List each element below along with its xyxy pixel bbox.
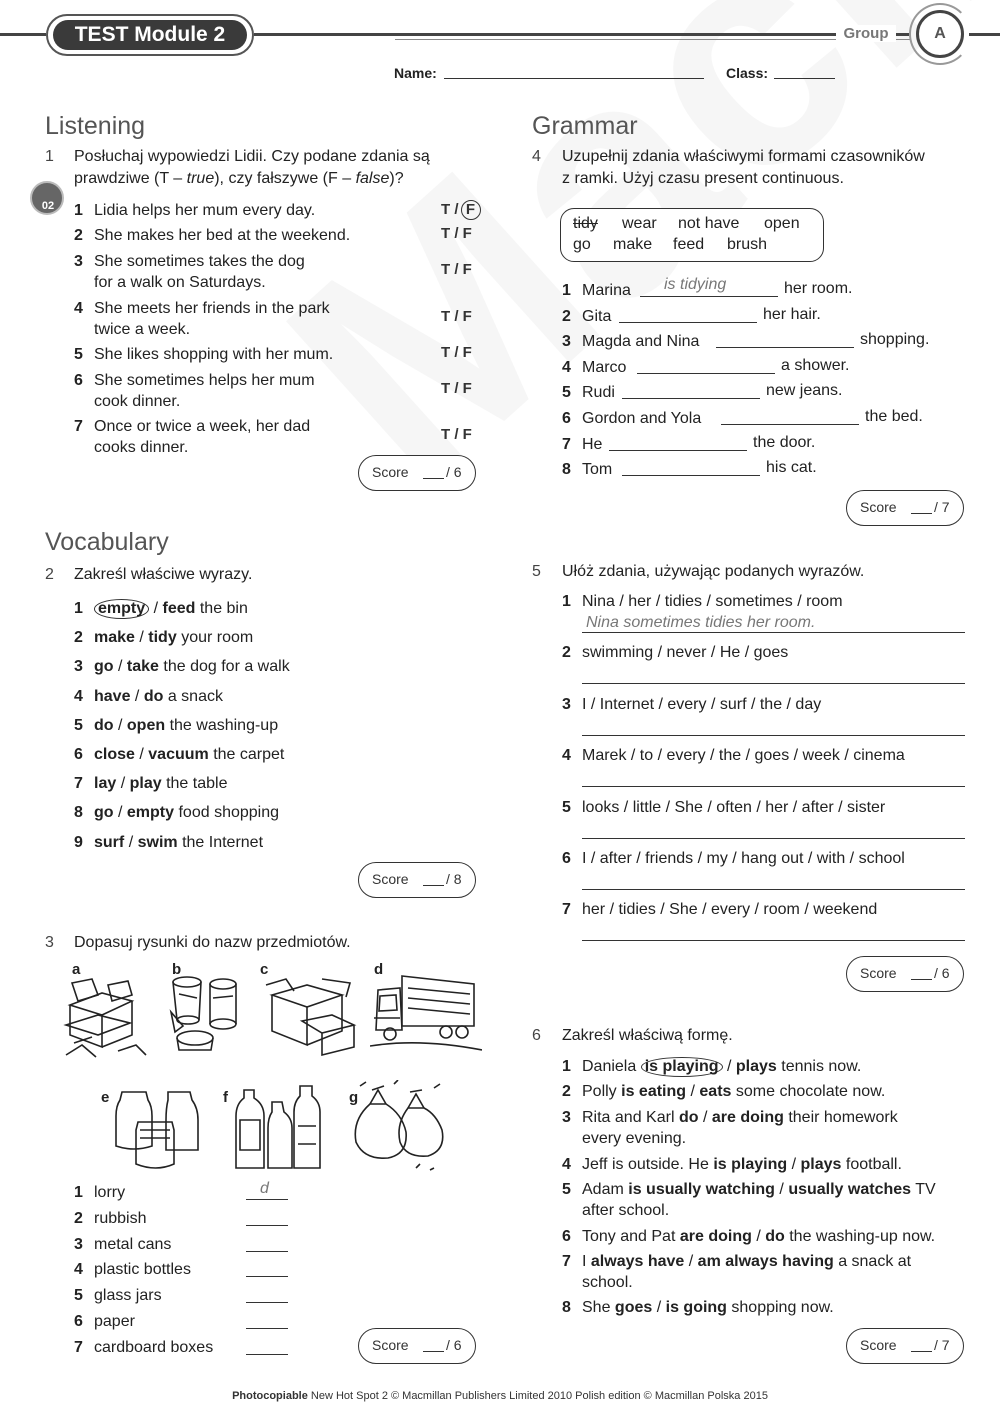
picture-label-g: g xyxy=(349,1089,359,1106)
score-task1: Score / 6 xyxy=(358,455,476,491)
vocab-choice-item: 1 empty / feed the bin xyxy=(74,600,248,617)
form-option-a[interactable]: is playing xyxy=(641,1057,723,1077)
word-order-answer-field[interactable] xyxy=(582,632,965,633)
form-choice-item: 1 Daniela is playing / plays tennis now. xyxy=(562,1058,862,1075)
vocab-choice-item: 3 go / take the dog for a walk xyxy=(74,658,290,676)
footer-copyright: Photocopiable New Hot Spot 2 © Macmillan Publishers Limited 2010 Polish edition © Macmillan Polska 2015 xyxy=(232,1390,768,1402)
form-choice-item: 4 Jeff is outside. He is playing / plays football. xyxy=(562,1156,902,1173)
header-rule-thin xyxy=(395,39,910,40)
match-answer-field[interactable] xyxy=(246,1302,288,1303)
form-choice-item: 3 Rita and Karl do / are doing their homework every evening. xyxy=(562,1109,898,1147)
match-answer-field[interactable] xyxy=(246,1354,288,1355)
match-answer-field[interactable] xyxy=(246,1328,288,1329)
test-title-badge xyxy=(46,14,254,56)
gap-fill-field[interactable] xyxy=(640,296,778,297)
choice-option-a[interactable]: close xyxy=(94,746,135,763)
match-item: 4 plastic bottles xyxy=(74,1261,191,1279)
choice-option-a[interactable]: empty xyxy=(94,599,149,619)
gap-fill-item: 1 Marina xyxy=(562,282,631,299)
gap-fill-field[interactable] xyxy=(619,322,757,323)
form-choice-item: 7 I always have / am always having a snack at school. xyxy=(562,1253,912,1291)
task3-instruction: Dopasuj rysunki do nazw przedmiotów. xyxy=(74,934,351,951)
listening-item: 1 Lidia helps her mum every day. xyxy=(74,202,316,219)
listening-item: 7 Once or twice a week, her dad cooks dinner. xyxy=(74,418,311,456)
header-rule-end xyxy=(969,33,1000,36)
word-order-answer-field[interactable] xyxy=(582,940,965,941)
match-item: 5 glass jars xyxy=(74,1287,162,1305)
match-item: 7 cardboard boxes xyxy=(74,1338,214,1356)
picture-label-a: a xyxy=(72,961,81,978)
listening-item: 2 She makes her bed at the weekend. xyxy=(74,227,351,244)
test-title: TEST Module 2 xyxy=(53,20,247,50)
score-task2: Score / 8 xyxy=(358,862,476,898)
gap-fill-field[interactable] xyxy=(622,475,760,476)
form-option-b[interactable]: do xyxy=(765,1228,785,1245)
word-order-item: 2 swimming / never / He / goes xyxy=(562,644,789,662)
score-input[interactable] xyxy=(423,1351,444,1352)
form-option-b[interactable]: eats xyxy=(699,1083,732,1100)
word-order-answer-field[interactable] xyxy=(582,735,965,736)
score-input[interactable] xyxy=(423,478,444,479)
picture-label-f: f xyxy=(223,1089,228,1106)
word-box-item: open xyxy=(764,215,800,232)
gap-fill-field[interactable] xyxy=(721,424,859,425)
gap-fill-field[interactable] xyxy=(622,398,760,399)
picture-label-d: d xyxy=(374,961,384,978)
header-rule-right xyxy=(254,33,909,36)
vocab-choice-item: 8 go / empty food shopping xyxy=(74,804,280,822)
name-label: Name: xyxy=(394,65,437,81)
form-option-b[interactable]: are doing xyxy=(711,1109,784,1126)
choice-option-a[interactable]: lay xyxy=(94,775,117,793)
form-option-a[interactable]: is usually watching xyxy=(628,1181,775,1198)
choice-option-b[interactable]: do xyxy=(143,687,164,705)
word-order-answer-field[interactable] xyxy=(582,838,965,839)
score-input[interactable] xyxy=(911,513,932,514)
match-answer-field[interactable] xyxy=(246,1276,288,1277)
picture-label-b: b xyxy=(172,961,182,978)
form-choice-item: 6 Tony and Pat are doing / do the washing-up now. xyxy=(562,1228,936,1245)
match-item: 3 metal cans xyxy=(74,1235,172,1253)
gap-fill-item: 7 He xyxy=(562,435,603,453)
paper-boxes-picture xyxy=(262,975,362,1060)
tf-answer-5[interactable]: T / F xyxy=(441,344,472,361)
grammar-title: Grammar xyxy=(532,112,638,140)
word-order-item: 6 I / after / friends / my / hang out / with / school xyxy=(562,850,905,867)
choice-option-a[interactable]: do xyxy=(94,716,114,734)
tf-answer-1[interactable]: T / F xyxy=(441,200,481,220)
tf-answer-3[interactable]: T / F xyxy=(441,261,472,278)
match-item: 2 rubbish xyxy=(74,1209,147,1227)
score-task3: Score / 6 xyxy=(358,1328,476,1364)
listening-item: 5 She likes shopping with her mum. xyxy=(74,346,334,363)
choice-option-b[interactable]: swim xyxy=(137,833,178,851)
score-input[interactable] xyxy=(911,979,932,980)
word-order-answer: Nina sometimes tidies her room. xyxy=(586,614,816,631)
glass-jars-picture xyxy=(112,1086,202,1174)
score-input[interactable] xyxy=(423,885,444,886)
choice-option-a[interactable]: surf xyxy=(94,833,125,851)
form-option-a[interactable]: goes xyxy=(614,1299,653,1316)
match-item: 1 lorry xyxy=(74,1184,126,1201)
vocab-choice-item: 2 make / tidy your room xyxy=(74,629,254,647)
form-option-a[interactable]: is eating xyxy=(621,1083,687,1100)
name-field[interactable] xyxy=(444,78,704,79)
word-order-item: 4 Marek / to / every / the / goes / week / cinema xyxy=(562,747,905,765)
word-order-item: 7 her / tidies / She / every / room / weekend xyxy=(562,901,878,919)
listening-item: 4 She meets her friends in the park twice a week. xyxy=(74,300,330,338)
task2-number: 2 xyxy=(45,566,54,583)
form-choice-item: 5 Adam is usually watching / usually watches TV after school. xyxy=(562,1181,936,1219)
form-choice-item: 2 Polly is eating / eats some chocolate now. xyxy=(562,1083,886,1100)
task5-instruction: Ułóż zdania, używając podanych wyrazów. xyxy=(562,563,865,580)
plastic-bottles-picture xyxy=(232,1080,324,1175)
task4-number: 4 xyxy=(532,148,541,165)
word-order-item: 1 Nina / her / tidies / sometimes / room xyxy=(562,593,843,610)
gap-fill-field[interactable] xyxy=(637,373,775,374)
form-choice-item: 8 She goes / is going shopping now. xyxy=(562,1299,834,1316)
gap-fill-item: 8 Tom xyxy=(562,461,613,479)
choice-option-b[interactable]: tidy xyxy=(148,629,177,647)
word-box-item: feed xyxy=(673,236,705,253)
task6-number: 6 xyxy=(532,1027,541,1044)
task3-number: 3 xyxy=(45,934,54,951)
word-box-item: go xyxy=(573,236,591,253)
word-order-item: 5 looks / little / She / often / her / after / sister xyxy=(562,798,886,816)
form-option-a[interactable]: is playing xyxy=(713,1156,788,1173)
match-item: 6 paper xyxy=(74,1313,135,1330)
score-input[interactable] xyxy=(911,1351,932,1352)
word-box-item: not have xyxy=(678,215,740,232)
score-task6: Score / 7 xyxy=(846,1328,964,1364)
gap-fill-field[interactable] xyxy=(609,450,747,451)
vocab-choice-item: 5 do / open the washing-up xyxy=(74,716,279,734)
form-option-b[interactable]: is going xyxy=(665,1299,727,1316)
form-option-b[interactable]: usually watches xyxy=(788,1181,912,1198)
word-order-answer-field[interactable] xyxy=(582,889,965,890)
word-box-item: tidy xyxy=(573,215,598,232)
task6-instruction: Zakreśl właściwą formę. xyxy=(562,1027,733,1044)
group-label: Group xyxy=(836,25,896,42)
header-rule-left xyxy=(0,33,46,36)
choice-option-b[interactable]: open xyxy=(126,716,166,734)
gap-fill-item: 2 Gita xyxy=(562,307,612,325)
word-box-item: make xyxy=(613,236,653,253)
form-option-a[interactable]: are doing xyxy=(679,1228,752,1245)
choice-option-b[interactable]: play xyxy=(129,775,162,793)
gap-fill-item: 3 Magda and Nina xyxy=(562,333,700,351)
listening-title: Listening xyxy=(45,112,146,140)
word-order-item: 3 I / Internet / every / surf / the / day xyxy=(562,695,822,713)
match-answer-field[interactable] xyxy=(246,1199,288,1200)
match-answer-field[interactable] xyxy=(246,1251,288,1252)
gap-fill-item: 4 Marco xyxy=(562,358,627,376)
score-task5: Score / 6 xyxy=(846,956,964,992)
choice-option-b[interactable]: empty xyxy=(126,804,175,822)
choice-option-b[interactable]: take xyxy=(126,658,159,676)
listening-item: 3 She sometimes takes the dog for a walk on Saturdays. xyxy=(74,253,305,291)
word-order-answer-field[interactable] xyxy=(582,786,965,787)
rubbish-bags-picture xyxy=(350,1080,450,1172)
choice-option-a[interactable]: go xyxy=(94,804,114,822)
tf-answer-7[interactable]: T / F xyxy=(441,426,472,443)
listening-item: 6 She sometimes helps her mum cook dinner. xyxy=(74,372,315,410)
task4-instruction: Uzupełnij zdania właściwymi formami czasowników z ramki. Użyj czasu present continuous. xyxy=(562,148,925,187)
task1-number: 1 xyxy=(45,148,54,165)
word-box xyxy=(560,208,824,262)
vocab-choice-item: 6 close / vacuum the carpet xyxy=(74,746,285,763)
match-answer-field[interactable] xyxy=(246,1225,288,1226)
group-value: A xyxy=(916,10,964,58)
choice-option-a[interactable]: go xyxy=(94,658,114,676)
choice-option-b[interactable]: feed xyxy=(162,600,196,617)
form-option-a[interactable]: do xyxy=(678,1109,699,1126)
lorry-picture xyxy=(370,968,482,1058)
task2-instruction: Zakreśl właściwe wyrazy. xyxy=(74,566,253,583)
tf-answer-4[interactable]: T / F xyxy=(441,308,472,325)
task1-instruction: Posłuchaj wypowiedzi Lidii. Czy podane zdania są prawdziwe (T – true), czy fałszywe (F – false)? xyxy=(74,148,430,187)
cardboard-boxes-picture xyxy=(62,975,152,1060)
choice-option-a[interactable]: make xyxy=(94,629,135,647)
form-option-a[interactable]: always have xyxy=(590,1253,685,1270)
choice-option-b[interactable]: vacuum xyxy=(148,746,209,763)
score-task4: Score / 7 xyxy=(846,490,964,526)
metal-cans-picture xyxy=(165,972,245,1057)
picture-label-c: c xyxy=(260,961,269,978)
gap-fill-field[interactable] xyxy=(716,347,854,348)
tf-answer-6[interactable]: T / F xyxy=(441,380,472,397)
form-option-b[interactable]: am always having xyxy=(697,1253,834,1270)
cd-track-icon: 02 xyxy=(30,181,64,215)
word-box-item: wear xyxy=(622,215,657,232)
word-box-item: brush xyxy=(727,236,768,253)
choice-option-a[interactable]: have xyxy=(94,687,131,705)
gap-fill-item: 5 Rudi xyxy=(562,384,615,402)
picture-label-e: e xyxy=(101,1089,110,1106)
tf-answer-2[interactable]: T / F xyxy=(441,225,472,242)
gap-fill-item: 6 Gordon and Yola xyxy=(562,410,702,427)
word-order-answer-field[interactable] xyxy=(582,683,965,684)
gap-fill-answer: is tidying xyxy=(664,276,727,293)
match-answer: d xyxy=(260,1180,269,1197)
vocab-choice-item: 7 lay / play the table xyxy=(74,775,228,793)
vocab-choice-item: 4 have / do a snack xyxy=(74,687,223,705)
form-option-b[interactable]: plays xyxy=(735,1058,777,1075)
vocabulary-title: Vocabulary xyxy=(45,528,169,556)
vocab-choice-item: 9 surf / swim the Internet xyxy=(74,833,264,851)
task5-number: 5 xyxy=(532,563,541,580)
class-field[interactable] xyxy=(774,78,835,79)
class-label: Class: xyxy=(726,65,769,81)
form-option-b[interactable]: plays xyxy=(800,1156,842,1173)
